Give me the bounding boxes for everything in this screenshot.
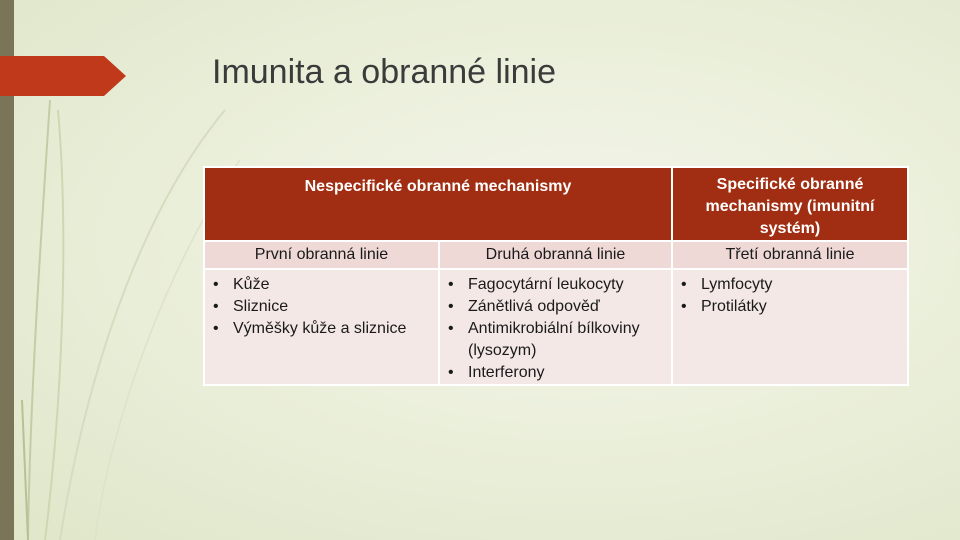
defense-lines-table	[203, 166, 909, 386]
third-line-cell	[672, 269, 908, 385]
table-header-row	[204, 167, 908, 241]
list-item: • Zánětlivá odpověď	[448, 298, 600, 315]
header-nonspecific	[204, 167, 672, 241]
third-line-list	[673, 270, 907, 318]
list-item: • Výměšky kůže a sliznice	[213, 320, 407, 337]
list-item-text: Fagocytární leukocyty	[468, 276, 624, 293]
list-item: • Sliznice	[213, 298, 289, 315]
list-item-text: Interferony	[468, 364, 545, 381]
table-subheader-row	[204, 241, 908, 269]
header-specific-label: Specifické obranné mechanismy (imunitní systém)	[705, 176, 875, 237]
list-item: • Interferony	[448, 364, 545, 381]
first-line-cell	[204, 269, 439, 385]
first-line-list	[205, 270, 438, 340]
header-nonspecific-label: Nespecifické obranné mechanismy	[304, 178, 572, 195]
list-item: • Protilátky	[681, 298, 767, 315]
first-line-label: První obranná linie	[204, 241, 439, 269]
list-item: • Lymfocyty	[681, 276, 773, 293]
list-item-text: Zánětlivá odpověď	[468, 298, 600, 315]
list-item: • Antimikrobiální bílkoviny (lysozym)	[448, 320, 640, 359]
table-body-row	[204, 269, 908, 385]
list-item: • Kůže	[213, 276, 270, 293]
list-item-text: Kůže	[233, 276, 270, 293]
list-item-text: Výměšky kůže a sliznice	[233, 320, 407, 337]
list-item-text: Protilátky	[701, 298, 767, 315]
second-line-list	[440, 270, 671, 384]
slide-title: Imunita a obranné linie	[212, 53, 557, 91]
list-item-text: Sliznice	[233, 298, 289, 315]
title-arrow-marker	[0, 56, 126, 96]
third-line-label: Třetí obranná linie	[672, 241, 908, 269]
list-item: • Fagocytární leukocyty	[448, 276, 624, 293]
second-line-label: Druhá obranná linie	[439, 241, 672, 269]
second-line-cell	[439, 269, 672, 385]
list-item-text: Lymfocyty	[701, 276, 773, 293]
header-specific	[672, 167, 908, 241]
list-item-text: Antimikrobiální bílkoviny (lysozym)	[468, 320, 640, 359]
